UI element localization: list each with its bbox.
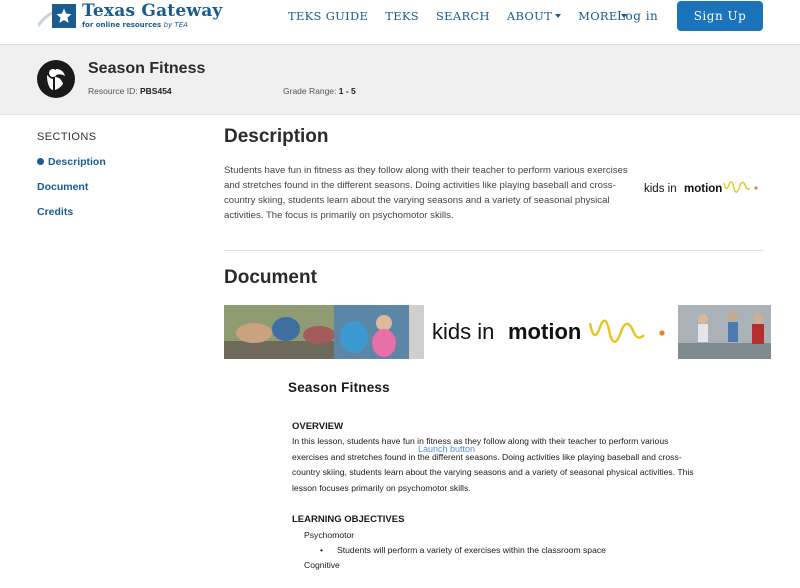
resource-id: Resource ID: PBS454 (88, 86, 172, 96)
nav-teks[interactable]: TEKS (385, 9, 419, 23)
doc-overview-text: In this lesson, students have fun in fitness as they follow along with their teacher to perform various exercises and stretches found in the different seasons. Doing activities like playing baseball and cross-country skiing, students learn about the varying seasons and a variety of seasonal physical activities. This lesson focuses primarily on psychomotor skills. (292, 436, 694, 493)
document-preview (288, 380, 708, 570)
doc-psychomotor-label: Psychomotor (304, 530, 355, 540)
kids-running-photo (678, 305, 771, 359)
launch-button-link[interactable]: Launch button (418, 444, 476, 454)
grade-range: Grade Range: 1 - 5 (283, 86, 356, 96)
active-dot-icon (37, 158, 44, 165)
nav-more[interactable]: MORE (578, 9, 626, 23)
signup-button[interactable]: Sign Up (677, 1, 763, 31)
texas-gateway-logo[interactable] (38, 2, 222, 34)
doc-title: Season Fitness (288, 380, 390, 395)
doc-overview-heading: OVERVIEW (292, 421, 344, 432)
logo-title: Texas Gateway (82, 1, 223, 21)
sidebar-item-credits[interactable]: Credits (37, 206, 74, 218)
resource-header (0, 44, 800, 115)
banner-logo-text-b: motion (508, 319, 582, 344)
doc-cognitive-label: Cognitive (304, 560, 340, 570)
top-navigation (0, 0, 800, 44)
login-link[interactable]: Log in (617, 9, 659, 23)
sidebar-item-description[interactable]: Description (37, 156, 106, 168)
nav-search[interactable]: SEARCH (435, 9, 490, 23)
kids-exercising-photo (224, 305, 424, 359)
doc-objectives-heading: LEARNING OBJECTIVES (292, 514, 405, 525)
kids-in-motion-logo (644, 175, 764, 202)
description-heading: Description (224, 126, 329, 147)
doc-psychomotor-item: • Students will perform a variety of exercises within the classroom space (320, 545, 708, 555)
logo-text-a: kids in (644, 183, 677, 195)
chevron-down-icon (555, 14, 561, 18)
description-text: Students have fun in fitness as they follow along with their teacher to perform various exercises and stretches found in the different seasons. Doing activities like playing baseball and cross-country skiing, students learn about the varying seasons and a variety of seasonal physical activities. The focus is primarily on psychomotor skills. (224, 165, 628, 221)
sections-heading: SECTIONS (37, 131, 97, 143)
banner-logo-text-a: kids in (432, 319, 495, 344)
section-divider (224, 250, 763, 251)
logo-subtitle: for online resources by TEA (82, 21, 188, 29)
pbs-logo-icon (37, 60, 75, 98)
logo-text-b: motion (684, 183, 723, 195)
document-banner (224, 305, 771, 359)
document-heading: Document (224, 267, 317, 288)
kids-in-motion-banner-logo (432, 305, 677, 364)
sidebar-item-document[interactable]: Document (37, 181, 89, 193)
resource-title: Season Fitness (88, 60, 206, 77)
nav-teks-guide[interactable]: TEKS GUIDE (288, 9, 369, 23)
main-menu (288, 9, 644, 23)
star-icon (52, 4, 76, 28)
nav-about[interactable]: ABOUT (507, 9, 561, 23)
